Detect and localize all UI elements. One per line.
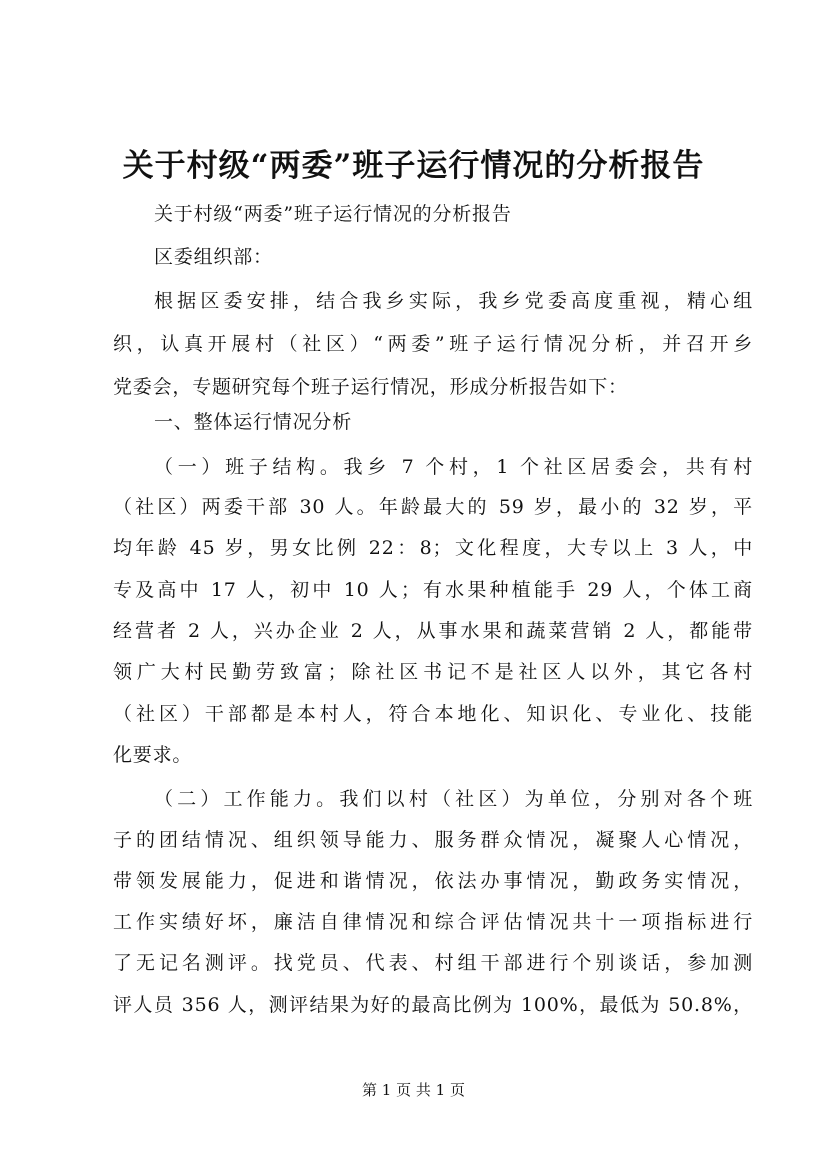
- paragraph-line: （社区）干部都是本村人，符合本地化、知识化、专业化、技能: [113, 703, 753, 725]
- paragraph-line: 工作实绩好坏，廉洁自律情况和综合评估情况共十一项指标进行: [113, 911, 753, 933]
- addressee-line: 区委组织部：: [154, 246, 273, 268]
- paragraph-line: 党委会，专题研究每个班子运行情况，形成分析报告如下：: [113, 376, 628, 398]
- paragraph-line: 均年龄 45 岁，男女比例 22：8；文化程度，大专以上 3 人，中: [113, 537, 753, 559]
- paragraph-line: （社区）两委干部 30 人。年龄最大的 59 岁，最小的 32 岁，平: [113, 496, 753, 518]
- page-number-footer: 第 1 页 共 1 页: [362, 1081, 465, 1099]
- paragraph-line: 经营者 2 人，兴办企业 2 人，从事水果和蔬菜营销 2 人，都能带: [113, 620, 753, 642]
- paragraph-line: 领广大村民勤劳致富；除社区书记不是社区人以外，其它各村: [113, 661, 753, 683]
- document-title: 关于村级“两委”班子运行情况的分析报告: [122, 148, 705, 184]
- paragraph-line: 子的团结情况、组织领导能力、服务群众情况，凝聚人心情况，: [113, 829, 753, 851]
- paragraph-line: （二）工作能力。我们以村（社区）为单位，分别对各个班: [154, 788, 753, 810]
- subtitle-line: 关于村级“两委”班子运行情况的分析报告: [154, 203, 512, 225]
- paragraph-line: 带领发展能力，促进和谐情况，依法办事情况，勤政务实情况，: [113, 870, 753, 892]
- paragraph-line: 了无记名测评。找党员、代表、村组干部进行个别谈话，参加测: [113, 952, 753, 974]
- paragraph-line: 织，认真开展村（社区）“两委”班子运行情况分析，并召开乡: [113, 333, 753, 355]
- paragraph-line: 化要求。: [113, 744, 193, 766]
- paragraph-line: 根据区委安排，结合我乡实际，我乡党委高度重视，精心组: [154, 290, 753, 312]
- paragraph-line: 评人员 356 人，测评结果为好的最高比例为 100%，最低为 50.8%，: [113, 994, 753, 1016]
- paragraph-line: 专及高中 17 人，初中 10 人；有水果种植能手 29 人，个体工商: [113, 579, 753, 601]
- paragraph-line: （一）班子结构。我乡 7 个村，1 个社区居委会，共有村: [154, 456, 753, 478]
- section-heading: 一、整体运行情况分析: [154, 411, 353, 433]
